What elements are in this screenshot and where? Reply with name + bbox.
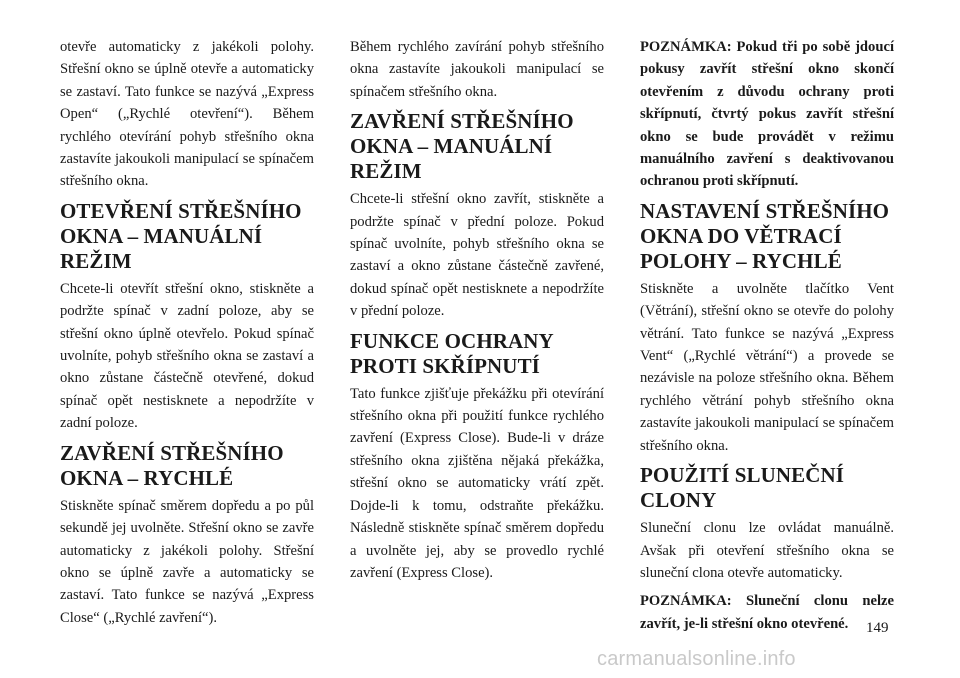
body-paragraph: Stiskněte spínač směrem dopředu a po půl sekundě jej uvolněte. Střešní okno se zavře automaticky z jakékoli polohy. Střešní okno se úplně zavře a automaticky se zastaví. Tato funkce se nazývá „Express Close“ („Rychlé zavření“). <box>60 497 314 626</box>
column-3 <box>640 36 894 641</box>
body-paragraph: Chcete-li střešní okno zavřít, stiskněte a podržte spínač v přední poloze. Pokud spínač uvolníte, pohyb střešního okna se zastaví a okno zůstane částečně zavřené, dokud spínač opět nestisknete a nepodržíte v přední poloze. <box>350 191 604 320</box>
body-paragraph: Během rychlého zavírání pohyb střešního okna zastavíte jakoukoli manipulací se spínačem střešního okna. <box>350 39 604 100</box>
body-paragraph: Tato funkce zjišťuje překážku při otevírání střešního okna při použití funkce rychlého zavření (Express Close). Bude-li v dráze střešního okna zjištěna nějaká překážka, střešní okno se automaticky vrátí zpět. Dojde-li k tomu, odstraňte překážku. Následně stiskněte spínač směrem dopředu a uvolněte jej, aby se provedlo rychlé zavření (Express Close). <box>350 385 604 581</box>
body-paragraph: Stiskněte a uvolněte tlačítko Vent (Větrání), střešní okno se otevře do polohy větrání. Tato funkce se nazývá „Express Vent“ („Rychlé větrání“) a provede se nezávisle na poloze střešního okna. Během rychlého větrání pohyb střešního okna zastavíte jakoukoli manipulací se spínačem střešního okna. <box>640 280 894 454</box>
watermark: carmanualsonline.info <box>597 648 796 670</box>
note-paragraph: POZNÁMKA: Pokud tři po sobě jdoucí pokusy zavřít střešní okno skončí otevřením z důvodu ochrany proti skřípnutí, čtvrtý pokus zavřít střešní okno se bude provádět v režimu manuálního zavření s deaktivovanou ochranou proti skřípnutí. <box>640 39 894 190</box>
section-heading: ZAVŘENÍ STŘEŠNÍHO OKNA – MANUÁLNÍ REŽIM <box>350 109 574 184</box>
body-paragraph: Sluneční clonu lze ovládat manuálně. Avšak při otevření střešního okna se sluneční clona otevře automaticky. <box>640 520 894 581</box>
body-paragraph: otevře automaticky z jakékoli polohy. Střešní okno se úplně otevře a automaticky se zastaví. Tato funkce se nazývá „Express Open“ („Rychlé otevření“). Během rychlého otevírání pohyb střešního okna zastavíte jakoukoli manipulací se spínačem střešního okna. <box>60 39 314 190</box>
note-paragraph: POZNÁMKA: Sluneční clonu nelze zavřít, je-li střešní okno otevřené. <box>640 593 894 632</box>
section-heading: OTEVŘENÍ STŘEŠNÍHO OKNA – MANUÁLNÍ REŽIM <box>60 198 302 273</box>
section-heading: FUNKCE OCHRANY PROTI SKŘÍPNUTÍ <box>350 328 554 378</box>
section-heading: POUŽITÍ SLUNEČNÍ CLONY <box>640 463 845 513</box>
column-1 <box>60 36 314 635</box>
section-heading: NASTAVENÍ STŘEŠNÍHO OKNA DO VĚTRACÍ POLOHY – RYCHLÉ <box>640 198 890 273</box>
body-paragraph: Chcete-li otevřít střešní okno, stiskněte a podržte spínač v zadní poloze, aby se střešní okno úplně otevřelo. Pokud spínač uvolníte, pohyb střešního okna se zastaví a okno zůstane částečně otevřené, dokud spínač opět nestisknete a nepodržíte v zadní poloze. <box>60 280 314 432</box>
section-heading: ZAVŘENÍ STŘEŠNÍHO OKNA – RYCHLÉ <box>60 440 284 490</box>
column-2 <box>350 36 604 590</box>
page-number: 149 <box>866 620 889 636</box>
